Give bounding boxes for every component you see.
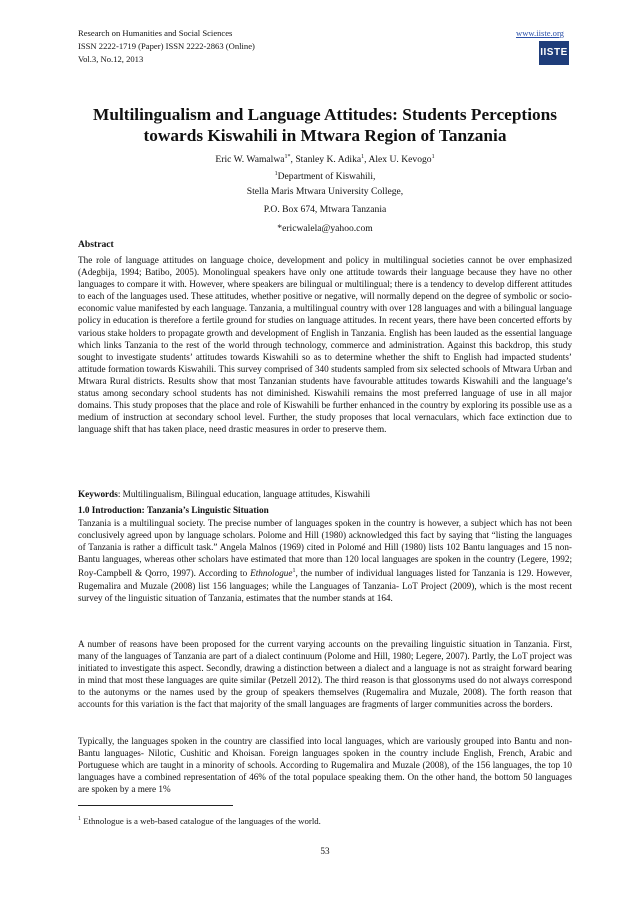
intro-p1-text-cont: , the number of individual languages listed for Tanzania is 129. However, Rugemalira and Muzale (2008) list 156 languages; while the Languages of Tanzania- LoT Project (2009), which is the most recent survey of the linguistic situation of Tanzania, estimates that the number stands at 164.	[78, 568, 573, 603]
iiste-logo: IISTE	[539, 41, 569, 65]
affiliation-college: Stella Maris Mtwara University College,	[246, 186, 404, 197]
keywords-text: : Multilingualism, Bilingual education, language attitudes, Kiswahili	[117, 489, 371, 499]
journal-url-link[interactable]: www.iiste.org	[516, 28, 564, 38]
affiliation-sup: 1	[274, 171, 278, 177]
abstract-heading: Abstract	[78, 239, 114, 250]
author-name: Stanley K. Adika	[295, 154, 362, 166]
ethnologue-ref: Ethnologue	[250, 568, 293, 579]
footnote-divider	[78, 805, 233, 806]
author-separator: ,	[290, 154, 296, 166]
intro-paragraph-1	[78, 517, 572, 604]
section-heading: 1.0 Introduction: Tanzania’s Linguistic Situation	[78, 505, 269, 515]
journal-name: Research on Humanities and Social Sciences	[78, 28, 233, 38]
author-email: *ericwalela@yahoo.com	[277, 223, 373, 234]
keywords-label: Keywords	[78, 489, 118, 499]
author-list	[78, 151, 572, 166]
affiliation-address: P.O. Box 674, Mtwara Tanzania	[263, 204, 387, 215]
intro-p1-text: Tanzania is a multilingual society. The precise number of languages spoken in the country is however, a subject which has not been conclusively agreed upon by language scholars. Polome and Hill (1980) acknowledged this fact by saying that “listing the languages of Tanzania is rather a difficult task.” Angela Malnos (1969) cited in Polomé and Hill (1980) lists 102 Bantu languages and 15 non-Bantu languages, whereas other scholars have estimated that more than 120 local languages are spoken in the country (Legere, 1992; Roy-Campbell & Qorro, 1997). According to	[78, 518, 572, 579]
author-separator: ,	[364, 154, 369, 166]
department-text: Department of Kiswahili,	[277, 171, 376, 183]
intro-paragraph-2: A number of reasons have been proposed for the current varying accounts on the prevailing linguistic situation in Tanzania. First, many of the languages of Tanzania are part of a dialect continuum (Polome and Hill, 1980; Legere, 2007). Partly, the LoT project was initiated to investigate this aspect. Secondly, drawing a distinction between a dialect and a language is not as straight forward bearing in mind that most these languages are quite similar (Petzell 2012). The third reason is that glossonyms used do not always correspond to the autonyms or the names used by the group of speakers themselves (Rugemalira and Muzale, 2008). The forth reason that accounts for this variation is the fact that majority of the small languages are fragments of larger communities across the borders.	[78, 639, 572, 710]
page-number: 53	[320, 846, 330, 856]
author-name: Alex U. Kevogo	[368, 154, 432, 166]
footnote-marker[interactable]: 1	[292, 568, 296, 575]
author-sup: 1*	[284, 154, 291, 160]
paper-title: Multilingualism and Language Attitudes: Students Perceptions towards Kiswahili in Mtwara Region of Tanzania	[93, 105, 557, 145]
abstract-text: The role of language attitudes on language choice, development and policy in multilingual societies cannot be over emphasized (Adegbija, 1994; Batibo, 2005). Monolingual speakers have only one attitude towards their language because they have no other languages to compare it with. However, where speakers are bilingual or multilingual; there is a tendency to develop different attitudes to each of the languages used. These attitudes, whether positive or negative, will normally depend on the degree of symbolic or socio-economic value manifested by each language. Tanzania, a multilingual country with over 128 languages and with a bilingual language policy in education is therefore a fertile ground for studies on language attitudes. In recent years, there have been concerted efforts by various stake holders to propagate growth and development of English in Tanzania. English has been lauded as the essential language which links Tanzania to the rest of the world through technology, commerce and administration. Against this backdrop, this study sought to investigate students’ attitudes towards Kiswahili so as to determine whether the shift to English had impacted students’ attitude formation towards Kiswahili. This survey comprised of 340 students sampled from six selected schools of Mtwara Urban and Mtwara Rural districts. Results show that most Tanzanian students have favourable attitudes towards Kiswahili and the language’s status among secondary school students has not diminished. Kiswahili remains the most preferred language of use in all major domains. This study proposes that the place and role of Kiswahili be further enhanced in the country by exploring its possible use as a medium of instruction at secondary school level. Further, the study proposes that local vernaculars, which face extinction due to language shift that has taken place, need drastic measures in order to preserve them.	[78, 255, 572, 435]
author-name: Eric W. Wamalwa	[215, 154, 285, 166]
journal-issn: ISSN 2222-1719 (Paper) ISSN 2222-2863 (Online)	[78, 41, 255, 51]
affiliation-department	[78, 168, 572, 183]
intro-paragraph-3: Typically, the languages spoken in the country are classified into local languages, which are variously grouped into Bantu and non-Bantu languages- Nilotic, Cushitic and Khoisan. Foreign languages spoken in the country include English, French, Arabic and Portuguese which are taught in a minority of schools. According to Rugemalira and Muzale (2008), of the 156 languages, the top 10 languages have a combined representation of 46% of the total populace speaking them. On the other hand, the bottom 50 languages are spoken by a mere 1%	[78, 736, 572, 795]
footnote-text: Ethnologue is a web-based catalogue of the languages of the world.	[81, 816, 321, 826]
keywords-line	[78, 489, 572, 499]
footnote	[78, 816, 321, 826]
author-sup: 1	[431, 154, 435, 160]
author-sup: 1	[361, 154, 365, 160]
footnote-sup: 1	[78, 816, 81, 823]
journal-volume: Vol.3, No.12, 2013	[78, 54, 144, 64]
